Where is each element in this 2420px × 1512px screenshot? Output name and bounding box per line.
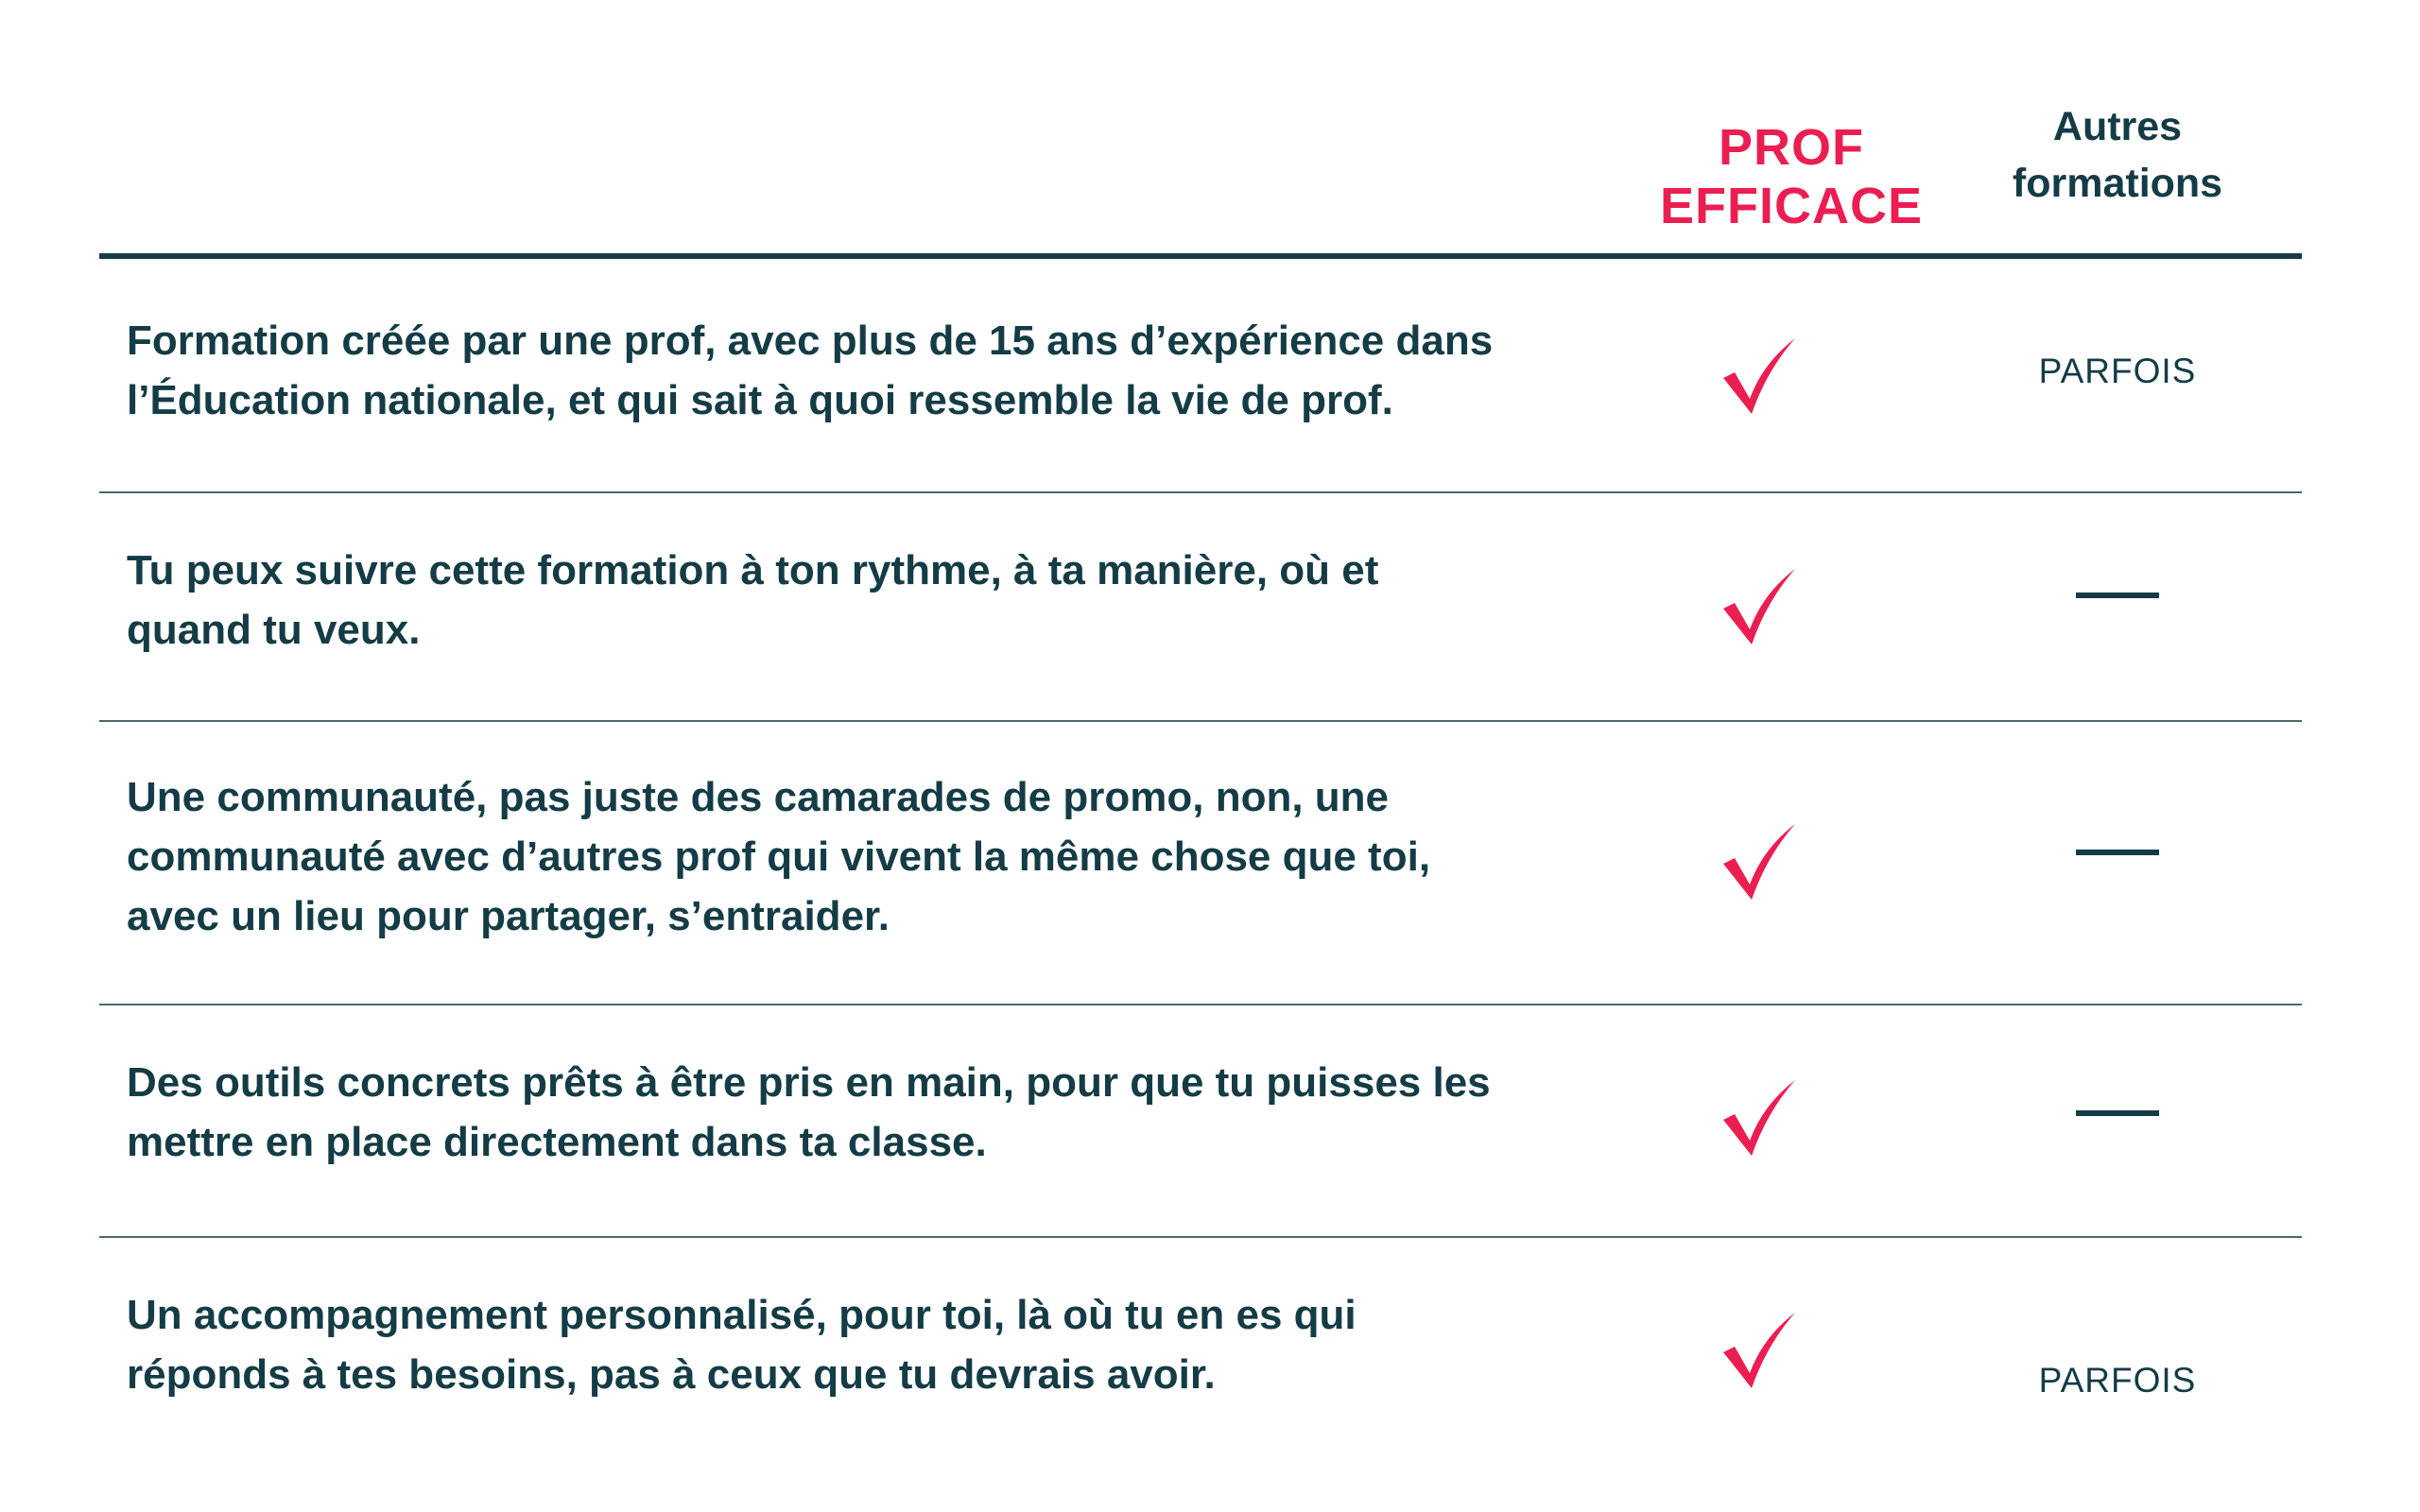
row-text-line: l’Éducation nationale, et qui sait à quoi ressemble la vie de prof. [127, 377, 1393, 423]
row-text-line: Une communauté, pas juste des camarades de promo, non, une [127, 774, 1389, 820]
row-description [127, 311, 1639, 430]
check-icon [1718, 565, 1799, 646]
row-text-line: avec un lieu pour partager, s’entraider. [127, 893, 890, 939]
dash-icon [2076, 850, 2159, 855]
parfois-label: PARFOIS [2038, 1361, 2197, 1400]
table-row [99, 259, 2302, 493]
dash-icon [2076, 593, 2159, 598]
row-text-line: Des outils concrets prêts à être pris en main, pour que tu puisses les [127, 1059, 1491, 1106]
parfois-label: PARFOIS [2038, 352, 2197, 390]
row-text-line: Un accompagnement personnalisé, pour toi, là où tu en es qui [127, 1292, 1357, 1338]
check-icon [1718, 1076, 1799, 1158]
row-description [127, 1285, 1639, 1404]
column-header-prof-efficace: PROF EFFICACE [1660, 119, 1923, 234]
row-text-line: réponds à tes besoins, pas à ceux que tu devrais avoir. [127, 1351, 1216, 1398]
row-text-line: Tu peux suivre cette formation à ton rythme, à ta manière, où et [127, 547, 1379, 593]
row-text-line: mettre en place directement dans ta classe. [127, 1119, 987, 1165]
table-row [99, 1005, 2302, 1238]
dash-icon [2076, 1110, 2159, 1116]
row-text-line: communauté avec d’autres prof qui vivent la même chose que toi, [127, 833, 1431, 880]
column-header-autres-formations [1990, 98, 2245, 212]
row-text-line: quand tu veux. [127, 607, 421, 653]
row-description [127, 767, 1639, 946]
check-icon [1718, 335, 1799, 416]
check-icon [1718, 820, 1799, 902]
row-text-line: Formation créée par une prof, avec plus de 15 ans d’expérience dans [127, 318, 1494, 364]
table-row [99, 1238, 2302, 1484]
comparison-table [99, 0, 2302, 1512]
table-row [99, 722, 2302, 1005]
check-icon [1718, 1309, 1799, 1390]
row-description [127, 1053, 1639, 1172]
table-row [99, 493, 2302, 722]
column-header-line-1: Autres [2052, 104, 2183, 149]
row-description [127, 541, 1639, 660]
column-header-line-2: formations [2012, 161, 2223, 206]
